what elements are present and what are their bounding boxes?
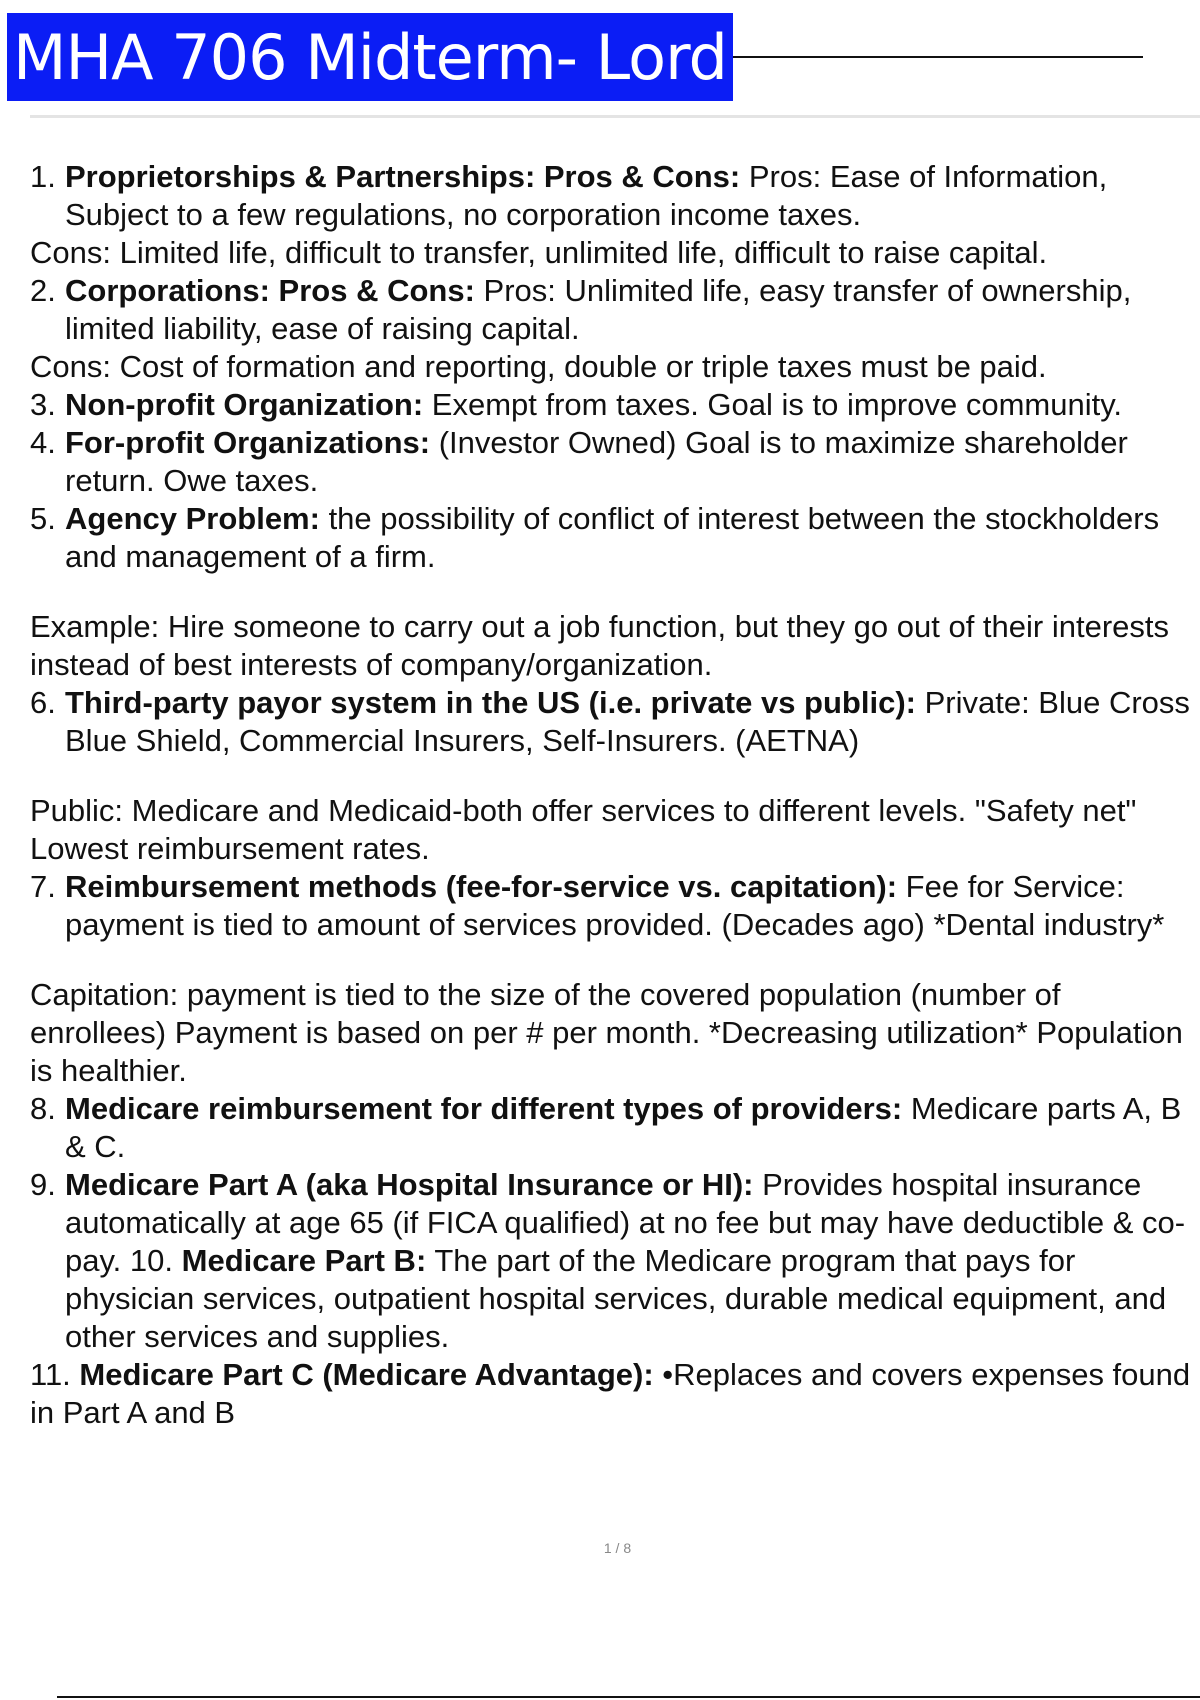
item-text-part-b: The part of the Medicare program that pays for physician services, outpatient hospital services, durable medical equipment, and other services and supplies. — [65, 1243, 1167, 1354]
list-item-3 — [30, 386, 1200, 424]
cons-note-1: Cons: Limited life, difficult to transfer, unlimited life, difficult to raise capital. — [30, 235, 1048, 270]
list-item-7 — [30, 868, 1200, 944]
item-text: Medicare parts A, B & C. — [65, 1091, 1182, 1164]
list-item-2 — [30, 272, 1200, 348]
item-term: Proprietorships & Partnerships: Pros & Cons: — [65, 159, 741, 194]
list-item-4 — [30, 424, 1200, 500]
document-title: MHA 706 Midterm- Lord — [13, 20, 727, 94]
item-term: Corporations: Pros & Cons: — [65, 273, 475, 308]
item-number: 1. — [30, 159, 56, 194]
item-text: Provides hospital insurance automatically at age 65 (if FICA qualified) at no fee but may have deductible & co-pay. 10. — [65, 1167, 1186, 1278]
item-text: Private: Blue Cross Blue Shield, Commercial Insurers, Self-Insurers. (AETNA) — [65, 685, 1190, 758]
item-number: 11. — [30, 1357, 71, 1392]
cons-note-2: Cons: Cost of formation and reporting, double or triple taxes must be paid. — [30, 349, 1047, 384]
item-number: 8. — [30, 1091, 56, 1126]
item-number: 7. — [30, 869, 56, 904]
item-text: (Investor Owned) Goal is to maximize shareholder return. Owe taxes. — [65, 425, 1128, 498]
item-term-part-b: Medicare Part B: — [181, 1243, 427, 1278]
footer-rule — [57, 1696, 1200, 1698]
document-title-banner — [7, 13, 733, 101]
item-text: the possibility of conflict of interest between the stockholders and management of a firm. — [65, 501, 1160, 574]
item-text: •Replaces and covers expenses found in Part A and B — [30, 1357, 1191, 1430]
item-number: 5. — [30, 501, 56, 536]
item-term: Medicare Part C (Medicare Advantage): — [79, 1357, 654, 1392]
example-note: Example: Hire someone to carry out a job function, but they go out of their interests instead of best interests of company/organization. — [30, 609, 1169, 682]
item-term: Medicare Part A (aka Hospital Insurance or HI): — [65, 1167, 754, 1202]
capitation-note: Capitation: payment is tied to the size of the covered population (number of enrollees) Payment is based on per # per month. *Decreasing utilization* Population is healthier. — [30, 977, 1183, 1088]
item-text: Pros: Unlimited life, easy transfer of ownership, limited liability, ease of raising capital. — [65, 273, 1132, 346]
item-number: 2. — [30, 273, 56, 308]
item-number: 4. — [30, 425, 56, 460]
list-item-5 — [30, 500, 1200, 576]
item-number: 6. — [30, 685, 56, 720]
item-text: Pros: Ease of Information, Subject to a few regulations, no corporation income taxes. — [65, 159, 1108, 232]
item-term: Non-profit Organization: — [65, 387, 424, 422]
list-item-11 — [30, 1356, 1200, 1432]
item-term: Third-party payor system in the US (i.e. private vs public): — [65, 685, 916, 720]
list-item-6 — [30, 684, 1200, 760]
header-divider — [30, 115, 1200, 118]
item-term: Medicare reimbursement for different types of providers: — [65, 1091, 903, 1126]
item-text: Fee for Service: payment is tied to amount of services provided. (Decades ago) *Dental industry* — [65, 869, 1165, 942]
list-item-8 — [30, 1090, 1200, 1166]
item-text: Exempt from taxes. Goal is to improve community. — [423, 387, 1123, 422]
item-term: For-profit Organizations: — [65, 425, 431, 460]
item-term: Agency Problem: — [65, 501, 320, 536]
title-rule — [733, 56, 1143, 58]
page-indicator: 1 / 8 — [603, 1540, 632, 1556]
document-body — [30, 158, 1200, 1432]
item-number: 9. — [30, 1167, 56, 1202]
list-item-9 — [30, 1166, 1200, 1356]
public-payor-note: Public: Medicare and Medicaid-both offer services to different levels. "Safety net" Lowest reimbursement rates. — [30, 793, 1137, 866]
item-term: Reimbursement methods (fee-for-service vs. capitation): — [65, 869, 898, 904]
list-item-1 — [30, 158, 1200, 234]
item-number: 3. — [30, 387, 56, 422]
